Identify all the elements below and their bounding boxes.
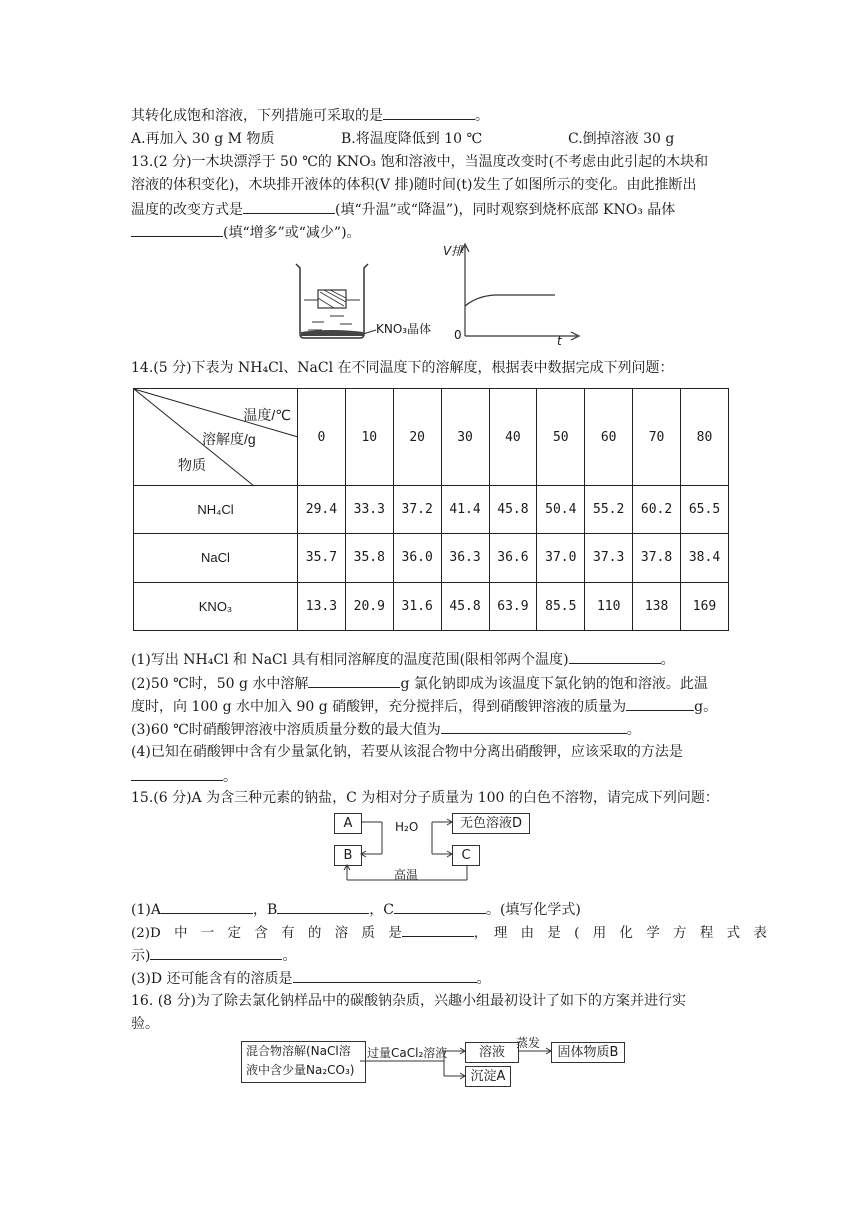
- q15-part2-line1: (2)D 中 一 定 含 有 的 溶 质 是 ， 理 由 是 ( 用 化 学 方 程 式 表: [131, 921, 767, 944]
- temp-cell: 10: [345, 389, 393, 486]
- q16-arrows: [360, 1040, 680, 1090]
- q16-line2: 验。: [131, 1016, 159, 1032]
- table-cell: 20.9: [345, 582, 393, 630]
- box-a: A: [334, 813, 362, 834]
- table-cell: 60.2: [633, 486, 681, 534]
- q14-blank1[interactable]: [569, 648, 661, 664]
- q14-blank5[interactable]: [131, 765, 223, 781]
- q15-blank-d3[interactable]: [293, 967, 477, 983]
- label-high-temp: 高温: [394, 868, 419, 882]
- q14-part4-answer: 。: [131, 765, 237, 787]
- q14-blank2[interactable]: [308, 672, 400, 688]
- temp-cell: 30: [441, 389, 489, 486]
- table-cell: 50.4: [537, 486, 585, 534]
- temp-cell: 50: [537, 389, 585, 486]
- table-cell: 37.8: [633, 534, 681, 582]
- q13-blank1[interactable]: [243, 198, 335, 214]
- q13-line2: 溶液的体积变化)，木块排开液体的体积(V 排)随时间(t)发生了如图所示的变化。由此推断出: [131, 177, 697, 193]
- table-cell: 31.6: [393, 582, 441, 630]
- temp-cell: 40: [489, 389, 537, 486]
- q15-blank-a[interactable]: [161, 898, 253, 914]
- graph-y-label: V排: [443, 244, 464, 258]
- q15-part1: (1)A ，B ，C 。(填写化学式): [131, 898, 581, 920]
- vpai-curve: [465, 295, 555, 306]
- q14-part1: (1)写出 NH₄Cl 和 NaCl 具有相同溶解度的温度范围(限相邻两个温度) 。: [131, 648, 675, 670]
- q12-option-a: A.再加入 30 g M 物质: [131, 131, 275, 147]
- table-cell: 29.4: [298, 486, 346, 534]
- q14-part2-line1: (2)50 ℃时，50 g 水中溶解 g 氯化钠即成为该温度下氯化钠的饱和溶液。此温: [131, 672, 708, 694]
- q14-intro: 14.(5 分)下表为 NH₄Cl、NaCl 在不同温度下的溶解度，根据表中数据完成下列问题：: [131, 360, 674, 376]
- q15-blank-c[interactable]: [394, 898, 486, 914]
- q15-intro: 15.(6 分)A 为含三种元素的钠盐，C 为相对分子质量为 100 的白色不溶物，请完成下列问题：: [131, 790, 719, 806]
- beaker-figure: [290, 262, 380, 342]
- q15-blank-d2[interactable]: [150, 944, 282, 960]
- table-cell: 55.2: [585, 486, 633, 534]
- q15-blank-d1[interactable]: [402, 921, 474, 937]
- table-cell: 37.2: [393, 486, 441, 534]
- q15-blank-b[interactable]: [277, 898, 369, 914]
- box-precipitate-a: 沉淀A: [465, 1066, 511, 1087]
- box-solution: 溶液: [465, 1042, 519, 1063]
- table-cell: 13.3: [298, 582, 346, 630]
- temp-cell: 20: [393, 389, 441, 486]
- table-cell: 85.5: [537, 582, 585, 630]
- label-evaporate: 蒸发: [516, 1036, 541, 1050]
- table-row-nh4cl: [134, 486, 729, 534]
- row-name: NH₄Cl: [134, 486, 298, 534]
- table-cell: 45.8: [441, 582, 489, 630]
- table-cell: 37.3: [585, 534, 633, 582]
- q16-line1: 16. (8 分)为了除去氯化钠样品中的碳酸钠杂质，兴趣小组最初设计了如下的方案并进行实: [131, 993, 686, 1009]
- row-name: NaCl: [134, 534, 298, 582]
- temp-cell: 60: [585, 389, 633, 486]
- vpai-graph: [455, 244, 585, 344]
- table-cell: 35.7: [298, 534, 346, 582]
- q14-part3: (3)60 ℃时硝酸钾溶液中溶质质量分数的最大值为 。: [131, 718, 641, 740]
- box-solid-b: 固体物质B: [551, 1042, 625, 1063]
- q15-part3: (3)D 还可能含有的溶质是 。: [131, 967, 491, 989]
- label-cacl2: 过量CaCl₂溶液: [367, 1046, 448, 1060]
- graph-origin: 0: [454, 328, 462, 342]
- q14-blank4[interactable]: [441, 718, 627, 734]
- table-row-nacl: [134, 534, 729, 582]
- crystal-layer: [301, 330, 363, 336]
- box-c: C: [452, 845, 480, 866]
- table-cell: 36.3: [441, 534, 489, 582]
- box-mixture: 混合物溶解(NaCl溶 液中含少量Na₂CO₃): [241, 1041, 366, 1083]
- row-name: KNO₃: [134, 582, 298, 630]
- beaker-label: KNO₃晶体: [376, 322, 432, 336]
- q15-arrows: [330, 810, 530, 890]
- solubility-table: [133, 388, 729, 631]
- q13-line3: 温度的改变方式是 (填“升温”或“降温”)，同时观察到烧杯底部 KNO₃ 晶体: [131, 198, 675, 220]
- temp-cell: 0: [298, 389, 346, 486]
- label-h2o: H₂O: [395, 820, 419, 834]
- table-cell: 169: [681, 582, 729, 630]
- q12-option-b: B.将温度降低到 10 ℃: [341, 131, 483, 147]
- table-cell: 110: [585, 582, 633, 630]
- q13-line4: (填“增多”或“减少”)。: [131, 221, 361, 243]
- table-row-kno3: [134, 582, 729, 630]
- table-cell: 65.5: [681, 486, 729, 534]
- table-cell: 33.3: [345, 486, 393, 534]
- header-solubility: 溶解度/g: [202, 431, 256, 447]
- table-cell: 41.4: [441, 486, 489, 534]
- q12-line1: 其转化成饱和溶液，下列措施可采取的是 。: [131, 104, 489, 126]
- box-d: 无色溶液D: [452, 813, 530, 834]
- table-cell: 138: [633, 582, 681, 630]
- box-b: B: [334, 845, 362, 866]
- table-cell: 63.9: [489, 582, 537, 630]
- table-cell: 36.0: [393, 534, 441, 582]
- q13-blank2[interactable]: [131, 221, 223, 237]
- temp-cell: 70: [633, 389, 681, 486]
- temp-cell: 80: [681, 389, 729, 486]
- header-temp: 温度/℃: [243, 407, 291, 423]
- table-cell: 37.0: [537, 534, 585, 582]
- q14-part4: (4)已知在硝酸钾中含有少量氯化钠，若要从该混合物中分离出硝酸钾，应该采取的方法是: [131, 744, 683, 760]
- q14-part2-line2: 度时，向 100 g 水中加入 90 g 硝酸钾，充分搅拌后，得到硝酸钾溶液的质量为 g。: [131, 695, 717, 717]
- q12-option-c: C.倒掉溶液 30 g: [568, 131, 675, 147]
- table-header-corner: [134, 389, 298, 486]
- q12-options: [131, 129, 274, 149]
- table-cell: 36.6: [489, 534, 537, 582]
- q15-part2-line2: 示) 。: [131, 944, 296, 966]
- q12-blank[interactable]: [383, 104, 475, 120]
- table-cell: 35.8: [345, 534, 393, 582]
- graph-x-label: t: [557, 334, 562, 348]
- q13-line1: 13.(2 分)一木块漂浮于 50 ℃的 KNO₃ 饱和溶液中，当温度改变时(不考虑由此引起的木块和: [131, 154, 709, 170]
- header-substance: 物质: [178, 457, 206, 473]
- q14-blank3[interactable]: [626, 695, 694, 711]
- table-cell: 45.8: [489, 486, 537, 534]
- table-cell: 38.4: [681, 534, 729, 582]
